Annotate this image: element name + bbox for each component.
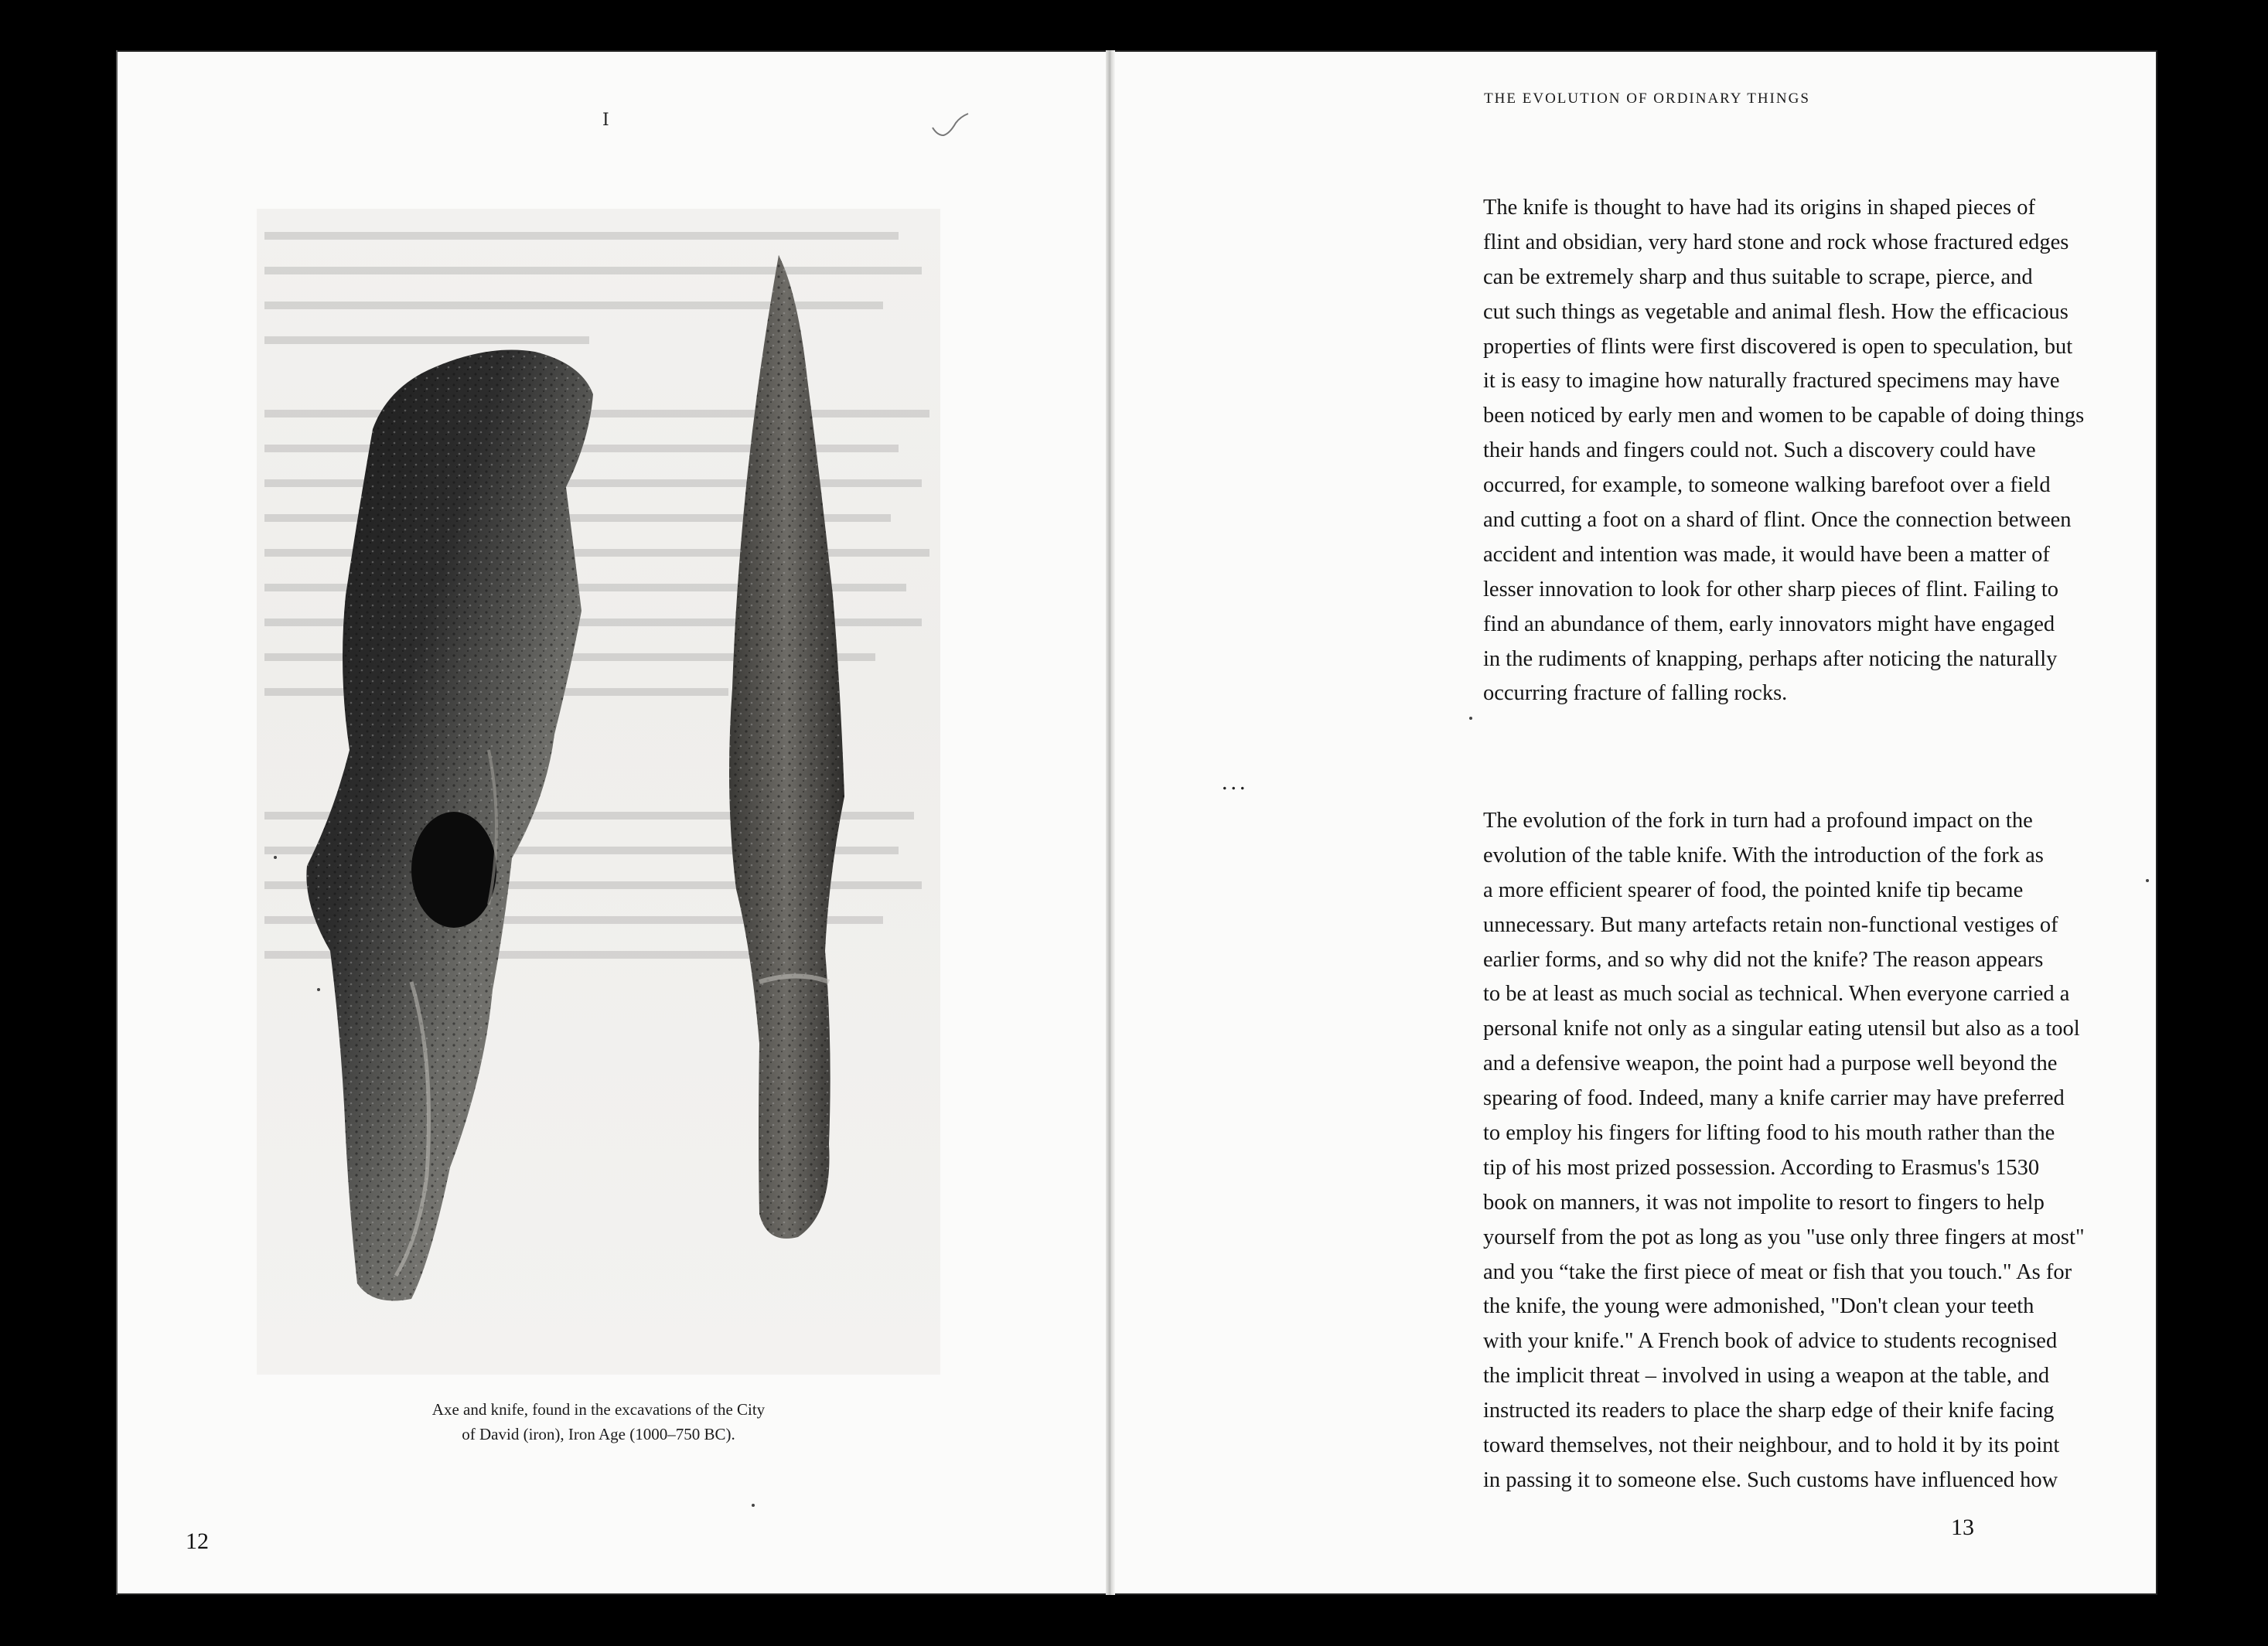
text-line: it is easy to imagine how naturally fractured specimens may have (1483, 369, 2060, 394)
print-speck (752, 1504, 755, 1507)
text-line: flint and obsidian, very hard stone and rock whose fractured edges (1483, 230, 2069, 254)
book-spread (116, 50, 2157, 1595)
text-line: and cutting a foot on a shard of flint. Once the connection between (1483, 508, 2072, 533)
text-line: lesser innovation to look for other sharp pieces of flint. Failing to (1483, 577, 2059, 601)
artifact-photograph (257, 209, 940, 1375)
running-head: THE EVOLUTION OF ORDINARY THINGS (1484, 90, 1810, 107)
text-line: their hands and fingers could not. Such a discovery could have (1483, 438, 2036, 463)
text-line: been noticed by early men and women to be capable of doing things (1483, 404, 2085, 428)
text-line: and you “take the first piece of meat or fish that you touch." As for (1483, 1259, 2072, 1284)
top-mark: I (602, 111, 609, 130)
print-speck (317, 988, 320, 991)
figure-caption (257, 1397, 940, 1447)
axe-and-knife-image (257, 209, 940, 1375)
text-line: earlier forms, and so why did not the knife? The reason appears (1483, 947, 2044, 972)
text-line: The knife is thought to have had its origins in shaped pieces of (1483, 196, 2035, 220)
text-line: the knife, the young were admonished, "Don't clean your teeth (1483, 1294, 2034, 1319)
caption-line: of David (iron), Iron Age (1000–750 BC). (462, 1425, 735, 1443)
text-line: find an abundance of them, early innovators might have engaged (1483, 612, 2055, 636)
paragraph-1 (1483, 191, 2164, 711)
text-line: to be at least as much social as technical. When everyone carried a (1483, 982, 2070, 1007)
text-line: a more efficient spearer of food, the pointed knife tip became (1483, 878, 2024, 902)
text-line: occurring fracture of falling rocks. (1483, 681, 1788, 706)
knife-artifact (729, 255, 844, 1239)
text-line: can be extremely sharp and thus suitable to scrape, pierce, and (1483, 264, 2033, 289)
text-line: personal knife not only as a singular eating utensil but also as a tool (1483, 1017, 2080, 1041)
text-line: yourself from the pot as long as you "use only three fingers at most" (1483, 1225, 2085, 1249)
text-line: in the rudiments of knapping, perhaps after noticing the naturally (1483, 646, 2058, 671)
text-line: The evolution of the fork in turn had a profound impact on the (1483, 809, 2033, 833)
right-page (1114, 50, 2157, 1595)
section-break-dots: ... (1222, 769, 1249, 795)
print-speck (1469, 717, 1472, 720)
page-number-right: 13 (1951, 1515, 1974, 1540)
page-number-left: 12 (186, 1528, 209, 1554)
text-line: spearing of food. Indeed, many a knife carrier may have preferred (1483, 1086, 2065, 1111)
text-line: instructed its readers to place the sharp edge of their knife facing (1483, 1399, 2055, 1423)
left-page (116, 50, 1111, 1595)
text-line: evolution of the table knife. With the introduction of the fork as (1483, 843, 2044, 867)
pencil-checkmark (929, 112, 976, 143)
axe-artifact (306, 350, 593, 1301)
print-speck (2146, 879, 2149, 882)
text-line: the implicit threat – involved in using a weapon at the table, and (1483, 1364, 2050, 1389)
text-line: and a defensive weapon, the point had a purpose well beyond the (1483, 1051, 2058, 1076)
text-line: with your knife." A French book of advice to students recognised (1483, 1329, 2058, 1354)
text-line: book on manners, it was not impolite to resort to fingers to help (1483, 1190, 2045, 1215)
text-line: properties of flints were first discovered is open to speculation, but (1483, 334, 2073, 359)
text-line: accident and intention was made, it would have been a matter of (1483, 542, 2050, 567)
text-line: occurred, for example, to someone walking barefoot over a field (1483, 473, 2051, 498)
print-speck (274, 856, 277, 859)
text-line: toward themselves, not their neighbour, and to hold it by its point (1483, 1433, 2060, 1458)
text-line: unnecessary. But many artefacts retain non-functional vestiges of (1483, 912, 2058, 937)
axe-eye-hole (411, 812, 496, 928)
paragraph-2 (1483, 804, 2164, 1498)
text-line: to employ his fingers for lifting food to his mouth rather than the (1483, 1121, 2055, 1146)
caption-line: Axe and knife, found in the excavations of the City (431, 1400, 766, 1419)
text-line: tip of his most prized possession. According to Erasmus's 1530 (1483, 1155, 2040, 1180)
text-line: cut such things as vegetable and animal flesh. How the efficacious (1483, 299, 2068, 324)
text-line: in passing it to someone else. Such customs have influenced how (1483, 1467, 2058, 1492)
